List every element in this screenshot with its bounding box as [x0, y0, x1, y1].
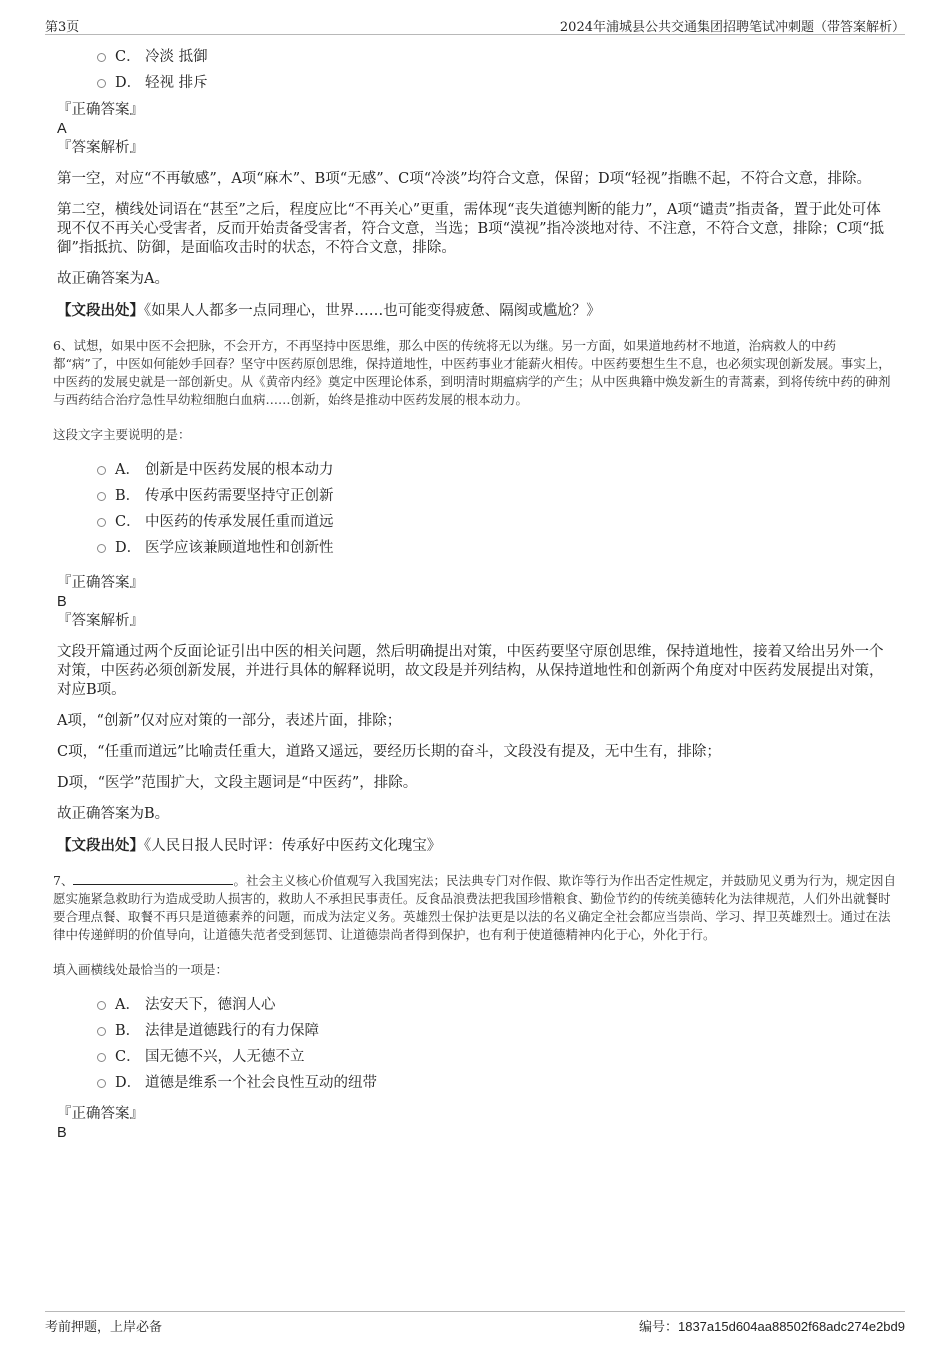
question-6-options: [45, 457, 905, 561]
radio-icon[interactable]: [97, 1079, 106, 1088]
answer-tag: 『正确答案』: [57, 102, 144, 118]
source-text: 《人民日报人民时评：传承好中医药文化瑰宝》: [144, 838, 442, 854]
option-a[interactable]: A． 法安天下，德润人心: [45, 992, 905, 1018]
question-body: 。社会主义核心价值观写入我国宪法；民法典专门对作假、欺诈等行为作出否定性规定，并鼓励见义勇为行为，规定因自愿实施紧急救助行为造成受助人损害的，救助人不承担民事责任。反食品浪费法把我国珍惜粮食、勤俭节约的传统美德转化为法律规范，人们外出就餐时要合理点餐、取餐不再只是道德素养的问题，而成为法定义务。英雄烈士保护法更是以法的名义确定全社会都应当崇尚、学习、捍卫英雄烈士。通过在法律中传递鲜明的价值导向，让道德失范者受到惩罚、让道德崇尚者得到保护，也有利于使道德精神内化于心，外化于行。: [53, 873, 896, 942]
source-label: 【文段出处】: [57, 302, 144, 319]
option-c[interactable]: C． 冷淡 抵御: [45, 44, 905, 70]
source-label: 【文段出处】: [57, 837, 144, 854]
option-d[interactable]: D． 轻视 排斥: [45, 70, 905, 96]
analysis-paragraph: 文段开篇通过两个反面论证引出中医的相关问题，然后明确提出对策，中医药要坚守原创思维，保持道地性，接着又给出另外一个对策，中医药必须创新发展，并进行具体的解释说明，故文段是并列结构，从保持道地性和创新两个角度对中医药发展提出对策，对应B项。: [57, 644, 884, 698]
radio-icon[interactable]: [97, 1053, 106, 1062]
radio-icon[interactable]: [97, 1027, 106, 1036]
analysis-paragraph: 故正确答案为A。: [57, 271, 169, 287]
question-7-text: [53, 872, 898, 944]
source-text: 《如果人人都多一点同理心，世界……也可能变得疲惫、隔阂或尴尬？》: [144, 303, 601, 319]
answer-tag: 『正确答案』: [57, 1106, 144, 1122]
radio-icon[interactable]: [97, 466, 106, 475]
page-content: [45, 44, 905, 1142]
document-code: 编号：1837a15d604aa88502f68adc274e2bd9: [638, 1319, 905, 1335]
page-footer: [45, 1311, 905, 1335]
radio-icon[interactable]: [97, 79, 106, 88]
footer-slogan: 考前押题，上岸必备: [45, 1320, 163, 1335]
analysis-paragraph: 第一空，对应“不再敏感”，A项“麻木”、B项“无感”、C项“冷淡”均符合文意，保留；D项“轻视”指瞧不起，不符合文意，排除。: [57, 171, 871, 187]
page-header: [45, 14, 905, 35]
option-c[interactable]: C． 中医药的传承发展任重而道远: [45, 509, 905, 535]
radio-icon[interactable]: [97, 518, 106, 527]
answer-value: B: [57, 594, 67, 610]
page-number: 第3页: [45, 20, 80, 35]
analysis-paragraph: 第二空，横线处词语在“甚至”之后，程度应比“不再关心”更重，需体现“丧失道德判断的能力”，A项“谴责”指责备，置于此处可体现不仅不再关心受害者，反而开始责备受害者，符合文意，当选；B项“漠视”指冷淡地对待、不注意，不符合文意，排除；C项“抵御”指抵抗、防御，是面临攻击时的状态，不符合文意，排除。: [57, 202, 884, 256]
option-d[interactable]: D． 道德是维系一个社会良性互动的纽带: [45, 1070, 905, 1096]
answer-value: A: [57, 121, 67, 137]
analysis-paragraph: A项，“创新”仅对应对策的一部分，表述片面，排除；: [57, 713, 402, 729]
analysis-paragraph: C项，“任重而道远”比喻责任重大，道路又遥远，要经历长期的奋斗，文段没有提及，无中生有，排除；: [57, 744, 721, 760]
radio-icon[interactable]: [97, 53, 106, 62]
analysis-tag: 『答案解析』: [57, 613, 144, 629]
answer-tag: 『正确答案』: [57, 575, 144, 591]
analysis-paragraph: D项，“医学”范围扩大，文段主题词是“中医药”，排除。: [57, 775, 418, 791]
analysis-paragraph: 故正确答案为B。: [57, 806, 170, 822]
source-line: [57, 301, 905, 321]
answer-value: B: [57, 1125, 67, 1141]
question-7-prompt: 填入画横线处最恰当的一项是：: [53, 962, 229, 977]
question-7-options: [45, 992, 905, 1096]
document-title: 2024年浦城县公共交通集团招聘笔试冲刺题（带答案解析）: [559, 20, 905, 35]
question-number: 7、: [53, 873, 74, 888]
prev-options: [45, 44, 905, 96]
option-d[interactable]: D． 医学应该兼顾道地性和创新性: [45, 535, 905, 561]
option-b[interactable]: B． 法律是道德践行的有力保障: [45, 1018, 905, 1044]
radio-icon[interactable]: [97, 544, 106, 553]
fill-blank: [73, 872, 233, 885]
option-a[interactable]: A． 创新是中医药发展的根本动力: [45, 457, 905, 483]
source-line: [57, 836, 905, 856]
radio-icon[interactable]: [97, 492, 106, 501]
analysis-tag: 『答案解析』: [57, 140, 144, 156]
option-c[interactable]: C． 国无德不兴，人无德不立: [45, 1044, 905, 1070]
question-6-prompt: 这段文字主要说明的是：: [53, 427, 191, 442]
radio-icon[interactable]: [97, 1001, 106, 1010]
question-6-text: 6、试想，如果中医不会把脉，不会开方，不再坚持中医思维，那么中医的传统将无以为继。另一方面，如果道地药材不地道，治病救人的中药都“病”了，中医如何能妙手回春？坚守中医药原创思维，保持道地性，中医药事业才能薪火相传。中医药要想生生不息，也必须实现创新发展。事实上，中医药的发展史就是一部创新史。从《黄帝内经》奠定中医理论体系，到明清时期瘟病学的产生；从中医典籍中焕发新生的青蒿素，到将传统中药的砷剂与西药结合治疗急性早幼粒细胞白血病……创新，始终是推动中医药发展的根本动力。: [53, 338, 891, 407]
option-b[interactable]: B． 传承中医药需要坚持守正创新: [45, 483, 905, 509]
